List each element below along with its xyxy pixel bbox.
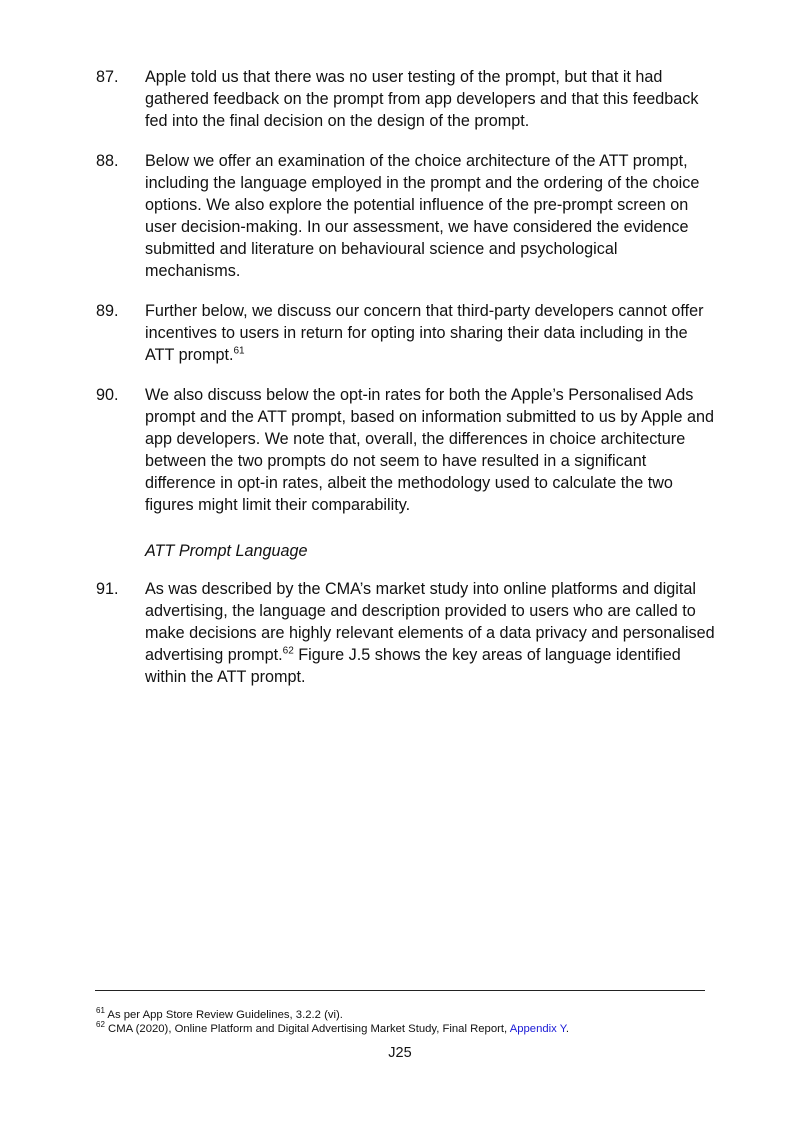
footnote-divider bbox=[95, 990, 705, 991]
appendix-y-link[interactable]: Appendix Y bbox=[509, 1023, 566, 1035]
footnote-text: CMA (2020), Online Platform and Digital Advertising Market Study, Final Report, bbox=[104, 1023, 510, 1035]
paragraph-text: Further below, we discuss our concern that third-party developers cannot offer incentives to users in return for opting into sharing their data including in the ATT prompt. bbox=[145, 302, 704, 364]
paragraph-number: 91. bbox=[96, 580, 119, 598]
paragraph-text: We also discuss below the opt-in rates for both the Apple’s Personalised Ads prompt and the ATT prompt, based on information submitted to us by Apple and app developers. We note that, overall, the differences in choice architecture between the two prompts do not seem to have resulted in a significant difference in opt-in rates, albeit the methodology used to calculate the two figures might limit their comparability. bbox=[145, 386, 714, 514]
paragraph-90 bbox=[96, 384, 716, 516]
footnote-number: 62 bbox=[96, 1020, 105, 1030]
paragraph-number: 88. bbox=[96, 152, 119, 170]
paragraph-text-part-1: As was described by the CMA’s market study into online platforms and digital advertising, the language and description provided to users who are called to make decisions are highly relevant elements of a data privacy and personalised advertising prompt. bbox=[145, 580, 715, 664]
footnote-61 bbox=[96, 1008, 736, 1022]
paragraph-91 bbox=[96, 578, 716, 688]
footnote-ref-61[interactable]: 61 bbox=[233, 345, 245, 357]
paragraph-number: 87. bbox=[96, 68, 119, 86]
section-subheading: ATT Prompt Language bbox=[145, 542, 308, 560]
paragraph-87 bbox=[96, 66, 716, 132]
footnote-text: As per App Store Review Guidelines, 3.2.2 (vi). bbox=[104, 1009, 343, 1021]
paragraph-number: 89. bbox=[96, 302, 119, 320]
footnote-text-end: . bbox=[565, 1023, 569, 1035]
footnote-62 bbox=[96, 1022, 736, 1036]
paragraph-number: 90. bbox=[96, 386, 119, 404]
paragraph-text: Below we offer an examination of the choice architecture of the ATT prompt, including the language employed in the prompt and the ordering of the choice options. We also explore the potential influence of the pre-prompt screen on user decision-making. In our assessment, we have considered the evidence submitted and literature on behavioural science and psychological mechanisms. bbox=[145, 152, 700, 280]
footnote-ref-62[interactable]: 62 bbox=[282, 645, 294, 657]
paragraph-89 bbox=[96, 300, 716, 366]
paragraph-text-part-2: Figure J.5 shows the key areas of language identified within the ATT prompt. bbox=[145, 646, 681, 686]
page-number: J25 bbox=[388, 1045, 412, 1061]
footnote-number: 61 bbox=[96, 1006, 105, 1016]
paragraph-text-wrap bbox=[145, 578, 716, 688]
paragraph-text: Apple told us that there was no user testing of the prompt, but that it had gathered feedback on the prompt from app developers and that this feedback fed into the final decision on the design of the prompt. bbox=[145, 68, 699, 130]
paragraph-text-wrap bbox=[145, 300, 716, 366]
paragraph-88 bbox=[96, 150, 716, 282]
